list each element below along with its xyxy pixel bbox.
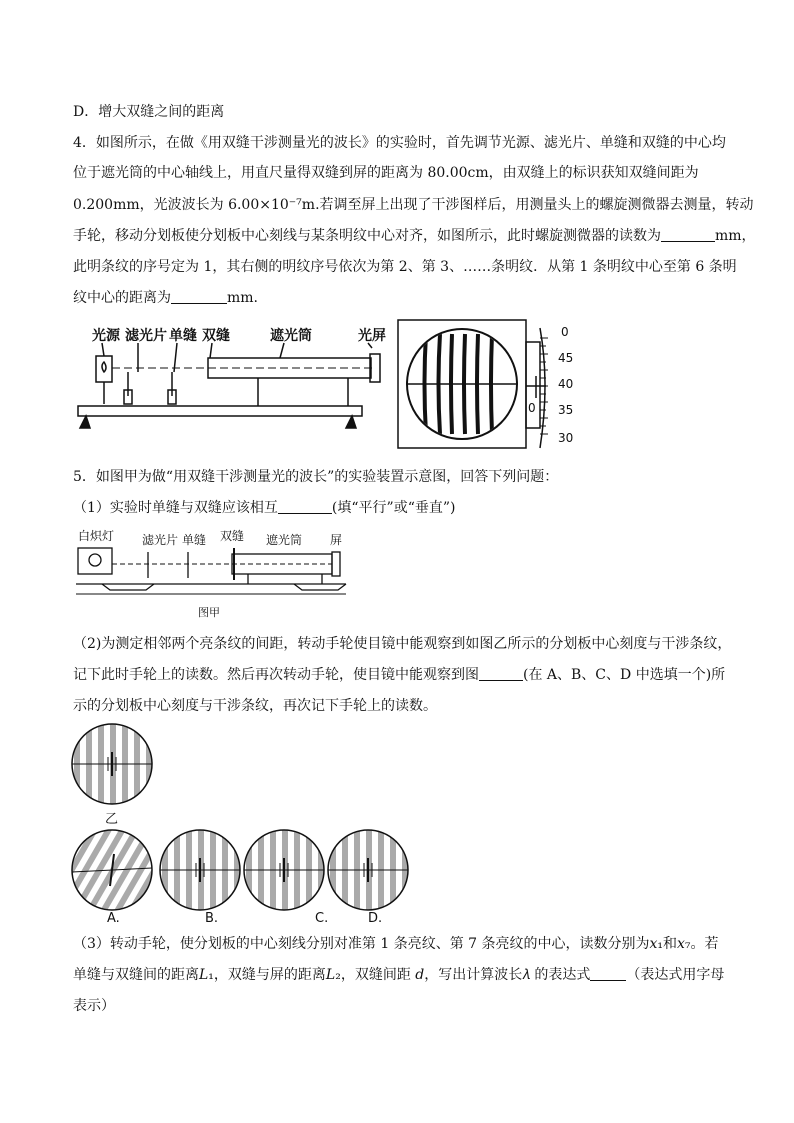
answer-blank-distance[interactable] <box>171 289 227 304</box>
q4-unit: mm， <box>715 228 756 244</box>
label-single-slit: 单缝 <box>169 328 197 344</box>
scale-40: 40 <box>558 377 574 391</box>
option-d: D．增大双缝之间的距离 <box>73 104 225 120</box>
micrometer-figure <box>396 318 596 452</box>
scale-30: 30 <box>558 431 574 445</box>
q4-text: 纹中心的距离为 <box>73 290 171 306</box>
q5-part2-line3: 示的分划板中心刻度与干涉条纹，再次记下手轮上的读数。 <box>73 698 437 714</box>
caption-jia: 图甲 <box>198 606 220 619</box>
q5-text: （1）实验时单缝与双缝应该相互 <box>73 500 278 516</box>
label-screen: 屏 <box>330 533 343 547</box>
label-filter: 滤光片 <box>142 533 179 547</box>
label-light-source: 光源 <box>92 328 120 344</box>
label-double-slit: 双缝 <box>202 328 230 344</box>
label-tube: 遮光筒 <box>270 328 312 344</box>
caption-yi: 乙 <box>105 812 119 827</box>
q4-line2: 位于遮光筒的中心轴线上，用直尺量得双缝到屏的距离为 80.00cm，由双缝上的标识获知双缝间距为 <box>73 165 699 181</box>
options-figure <box>70 828 410 912</box>
fig-jia <box>72 526 354 622</box>
answer-blank-figure[interactable] <box>479 666 523 681</box>
label-lamp: 白炽灯 <box>78 529 115 543</box>
label-screen: 光屏 <box>358 328 386 344</box>
scale-45: 45 <box>558 351 574 365</box>
main-scale-0: 0 <box>528 401 536 415</box>
q5-part3-line2 <box>73 965 724 985</box>
q4-text: 手轮，移动分划板使分划板中心刻线与某条明纹中心对齐，如图所示，此时螺旋测微器的读数为 <box>73 228 661 244</box>
q4-apparatus-figure <box>72 318 392 450</box>
q5-part1 <box>73 498 455 518</box>
scale-0: 0 <box>561 325 569 339</box>
q4-line4 <box>73 226 756 246</box>
q5-part2-line1: （2)为测定相邻两个亮条纹的间距，转动手轮使目镜中能观察到如图乙所示的分划板中心刻度与干涉条纹， <box>73 636 732 652</box>
q5-intro: 5．如图甲为做“用双缝干涉测量光的波长”的实验装置示意图，回答下列问题： <box>73 469 559 485</box>
option-a-label[interactable]: A. <box>107 911 120 926</box>
q5-part3-line1: （3）转动手轮，使分划板的中心刻线分别对准第 1 条亮纹、第 7 条亮纹的中心，读数分别为𝑥₁和𝑥₇。若 <box>73 936 719 952</box>
answer-blank-reading[interactable] <box>661 227 715 242</box>
q4-line6 <box>73 288 258 308</box>
label-filter: 滤光片 <box>125 328 167 344</box>
q5-text: 单缝与双缝间的距离𝐿₁，双缝与屏的距离𝐿₂，双缝间距 𝑑，写出计算波长𝜆 的表达式 <box>73 967 591 983</box>
answer-blank-expression[interactable] <box>590 966 626 981</box>
q5-part2-line2 <box>73 665 725 685</box>
label-tube: 遮光筒 <box>266 533 303 547</box>
fig-yi <box>70 722 154 806</box>
option-d-label[interactable]: D. <box>368 911 383 926</box>
answer-blank-parallel[interactable] <box>278 499 332 514</box>
q4-line5: 此明条纹的序号定为 1，其右侧的明纹序号依次为第 2、第 3、……条明纹．从第 1 条明纹中心至第 6 条明 <box>73 259 737 275</box>
q4-line3: 0.200mm，光波波长为 6.00×10⁻⁷m.若调至屏上出现了干涉图样后，用测量头上的螺旋测微器去测量，转动 <box>73 197 754 213</box>
q5-text: 记下此时手轮上的读数。然后再次转动手轮，使目镜中能观察到图 <box>73 667 479 683</box>
option-b-label[interactable]: B. <box>205 911 219 926</box>
scale-35: 35 <box>558 403 574 417</box>
q5-text: （表达式用字母 <box>626 967 725 983</box>
q5-part3-line3: 表示） <box>73 998 115 1014</box>
q4-line1: 4．如图所示，在做《用双缝干涉测量光的波长》的实验时，首先调节光源、滤光片、单缝和双缝的中心均 <box>73 135 726 151</box>
label-double-slit: 双缝 <box>220 529 245 543</box>
q5-hint: (填“平行”或“垂直”) <box>331 500 456 516</box>
label-single-slit: 单缝 <box>182 533 207 547</box>
q4-unit: mm. <box>227 290 259 306</box>
q5-text: (在 A、B、C、D 中选填一个)所 <box>523 667 726 683</box>
option-c-label[interactable]: C. <box>315 911 329 926</box>
